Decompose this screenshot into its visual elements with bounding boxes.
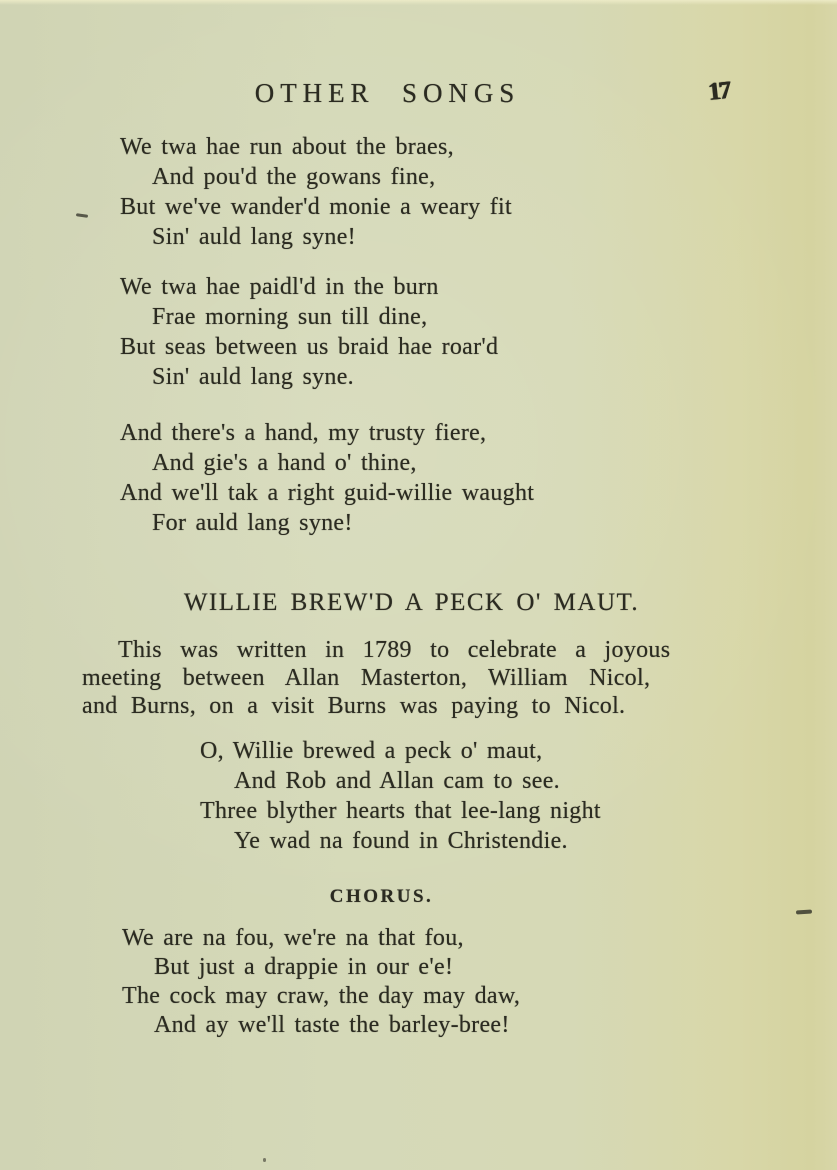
- verse-line: And Rob and Allan cam to see.: [234, 768, 560, 794]
- verse-line: And we'll tak a right guid-willie waught: [120, 480, 535, 506]
- verse-line: Frae morning sun till dine,: [152, 304, 428, 330]
- intro-line: and Burns, on a visit Burns was paying to Nicol.: [82, 693, 626, 719]
- verse-line: We twa hae run about the braes,: [120, 134, 454, 160]
- verse-line: But just a drappie in our e'e!: [154, 954, 454, 980]
- verse-line: Ye wad na found in Christendie.: [234, 828, 568, 854]
- intro-line: meeting between Allan Masterton, William Nicol,: [82, 665, 651, 691]
- scan-artifact-mark: [796, 909, 812, 914]
- verse-line: Sin' auld lang syne!: [152, 224, 356, 250]
- verse-line: And there's a hand, my trusty fiere,: [120, 420, 487, 446]
- song-introduction-paragraph: [82, 636, 755, 720]
- verse-line: Sin' auld lang syne.: [152, 364, 354, 390]
- verse-line: And pou'd the gowans fine,: [152, 164, 436, 190]
- page-number: 17: [706, 76, 731, 107]
- verse-line: But seas between us braid hae roar'd: [120, 334, 499, 360]
- verse-line: We are na fou, we're na that fou,: [122, 925, 464, 951]
- running-head-title: OTHER SONGS: [254, 78, 521, 108]
- intro-line: This was written in 1789 to celebrate a joyous: [118, 637, 671, 663]
- willie-brewd-verse: [200, 736, 837, 856]
- scan-artifact-mark: [263, 1158, 266, 1162]
- verse-line: O, Willie brewed a peck o' maut,: [200, 738, 543, 764]
- chorus-heading: CHORUS.: [329, 886, 434, 907]
- verse-line: And ay we'll taste the barley-bree!: [154, 1012, 510, 1038]
- verse-line: But we've wander'd monie a weary fit: [120, 194, 512, 220]
- verse-line: And gie's a hand o' thine,: [152, 450, 417, 476]
- verse-line: We twa hae paidl'd in the burn: [120, 274, 439, 300]
- verse-line: The cock may craw, the day may daw,: [122, 983, 521, 1009]
- willie-brewd-chorus: [122, 924, 837, 1040]
- verse-line: For auld lang syne!: [152, 510, 353, 536]
- auld-lang-syne-stanza-3: [120, 418, 837, 538]
- auld-lang-syne-stanza-2: [120, 272, 837, 392]
- page-header-row: [0, 0, 837, 108]
- auld-lang-syne-stanza-1: [120, 132, 837, 252]
- scan-artifact-mark: [76, 213, 88, 218]
- song-title-willie-brewd: WILLIE BREW'D A PECK O' MAUT.: [183, 589, 640, 616]
- verse-line: Three blyther hearts that lee-lang night: [200, 798, 601, 824]
